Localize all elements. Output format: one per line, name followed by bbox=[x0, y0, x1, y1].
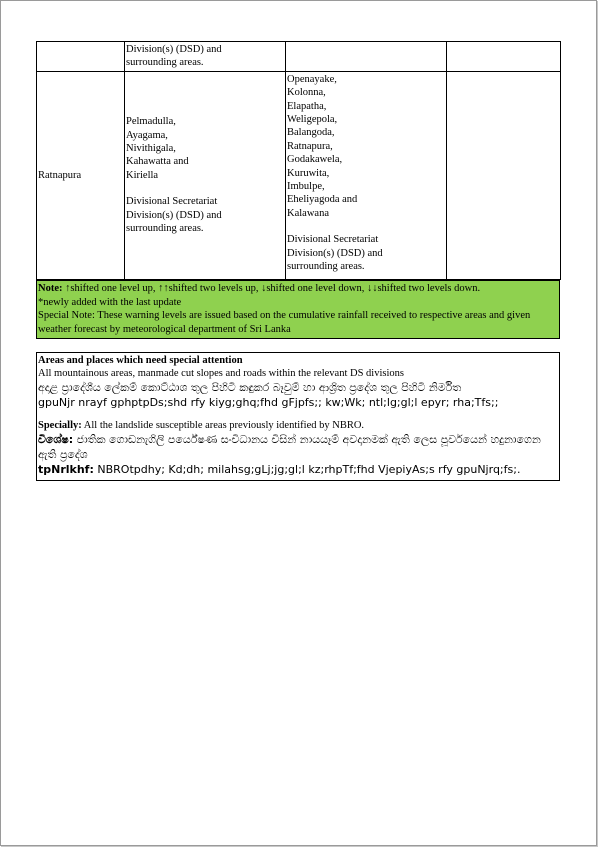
note-legend: Note: ↑shifted one level up, ↑↑shifted two levels up, ↓shifted one level down, ↓↓shifted two levels down. bbox=[38, 283, 481, 294]
note-box bbox=[36, 279, 560, 339]
specially-tamil: tpNrlkhf: NBROtpdhy; Kd;dh; milahsg;gLj;jg;gl;l kz;rhpTf;fhd VjepiyAs;s rfy gpuNjrq;fs;. bbox=[38, 463, 521, 476]
specially-english: Specially: All the landslide susceptible areas previously identified by NBRO. bbox=[38, 420, 365, 431]
areas-english: All mountainous areas, manmade cut slopes and roads within the relevant DS divisions bbox=[38, 368, 404, 379]
special-attention-heading: Areas and places which need special attention bbox=[38, 355, 243, 366]
specially-sinhala: විශේෂ: ජාතික ගොඩනැගිලි පර්යේෂණ සංවිධානය විසින් නායයෑම් අවදානමක් ඇති ලෙස පූර්වයෙන් හදුනාගෙන ඇති ප්‍රදේශ bbox=[38, 433, 541, 461]
table-cell-dsd-list: Division(s) (DSD) and surrounding areas. bbox=[125, 42, 286, 72]
areas-sinhala: අදාළ ප්‍රාදේශීය ලේකම් කොට්ඨාශ තුල පිහිටි කඳුකර බෑවුම් හා ආශ්‍රිත ප්‍රදේශ තුල පිහිටි නිර්මිත bbox=[38, 381, 462, 394]
table-cell-dsd-list-2 bbox=[286, 42, 447, 72]
special-attention-box bbox=[36, 352, 560, 481]
district-name: Ratnapura bbox=[37, 71, 125, 279]
note-newly-added: *newly added with the last update bbox=[38, 296, 182, 308]
table-cell-dsd-list-2: Openayake, Kolonna, Elapatha, Weligepola, Balangoda, Ratnapura, Godakawela, Kuruwita, Imbulpe, Eheliyagoda and Kalawana Divisional Secretariat Division(s) (DSD) and surrounding areas. bbox=[286, 71, 447, 279]
table-cell-extra bbox=[447, 71, 561, 279]
table-cell-extra bbox=[447, 42, 561, 72]
table-row bbox=[37, 71, 561, 279]
table-cell-dsd-list: Pelmadulla, Ayagama, Nivithigala, Kahawatta and Kiriella Divisional Secretariat Division(s) (DSD) and surrounding areas. bbox=[125, 71, 286, 279]
table-row bbox=[37, 42, 561, 72]
areas-tamil: gpuNjr nrayf gphptpDs;shd rfy kiyg;ghq;fhd gFjpfs;; kw;Wk; ntl;lg;gl;l epyr; rha;Tfs;; bbox=[38, 396, 499, 409]
table-cell-district-empty bbox=[37, 42, 125, 72]
warning-table bbox=[36, 41, 561, 280]
special-note: Special Note: These warning levels are issued based on the cumulative rainfall received to respective areas and given weather forecast by meteorological department of Sri Lanka bbox=[38, 310, 531, 335]
